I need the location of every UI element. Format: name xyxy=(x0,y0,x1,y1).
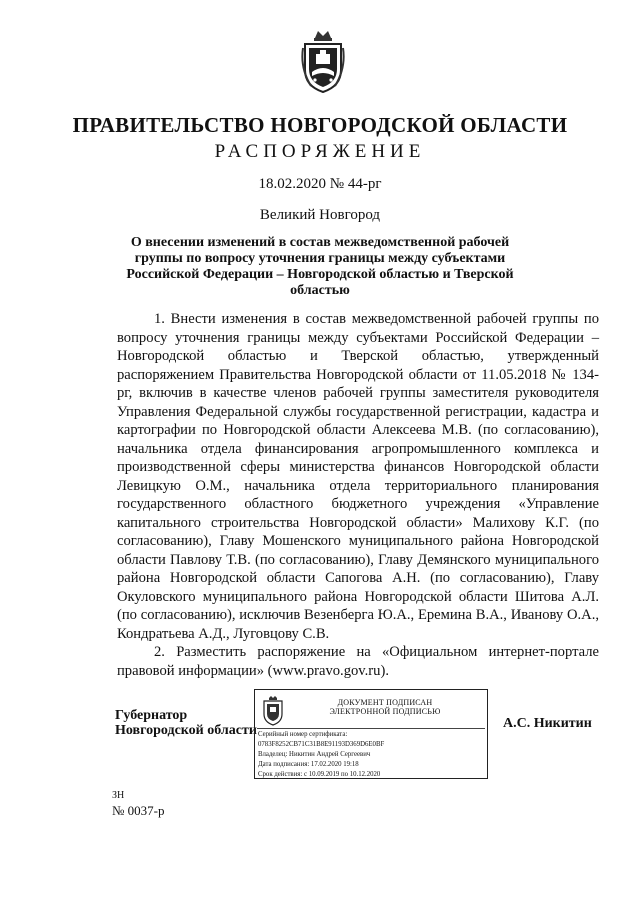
stamp-details xyxy=(258,730,384,780)
coat-of-arms-icon xyxy=(301,28,345,94)
signed-date: Дата подписания: 17.02.2020 19:18 xyxy=(258,761,359,768)
document-city: Великий Новгород xyxy=(259,207,381,223)
document-body xyxy=(117,310,599,680)
stamp-title-line: ЭЛЕКТРОННОЙ ПОДПИСЬЮ xyxy=(329,707,441,716)
organization-title: ПРАВИТЕЛЬСТВО НОВГОРОДСКОЙ ОБЛАСТИ xyxy=(72,113,568,137)
executor-initials: ЗН xyxy=(112,790,125,801)
registration-number: № 0037-р xyxy=(112,803,165,818)
cert-validity: Срок действия: с 10.09.2019 по 10.12.2020 xyxy=(258,771,381,778)
cert-owner: Владелец: Никитин Андрей Сергеевич xyxy=(258,751,371,758)
coat-of-arms-icon xyxy=(262,696,284,726)
document-subject: О внесении изменений в состав межведомственной рабочей группы по вопросу уточнения границы между субъектами Российской Федерации – Новгородской областью и Тверской областью xyxy=(126,235,514,298)
signer-position-line: Губернатор xyxy=(115,708,188,723)
body-paragraph: 2. Разместить распоряжение на «Официальном интернет-портале правовой информации» (www.pravo.gov.ru). xyxy=(117,644,599,679)
cert-number: 0783F8252CB71C31B8E91193D369D6E0BF xyxy=(258,741,385,748)
body-paragraph: 1. Внести изменения в состав межведомственной рабочей группы по вопросу уточнения границы между субъектами Российской Федерации – Новгородской областью и Тверской областью, утвержденный распоряжением Правительства Новгородской области от 11.05.2018 № 134-рг, включив в качестве членов рабочей группы заместителя руководителя Управления Федеральной службы государственной регистрации, кадастра и картографии по Новгородской области Алексеева М.В. (по согласованию), начальника отдела финансирования агропромышленного комплекса и производственной сферы министерства финансов Новгородской области Левицкую О.М., начальника отдела территориального планирования государственного областного бюджетного учреждения «Управление капитального строительства Новгородской области» Малихову К.Г. (по согласованию), Главу Мошенского муниципального района Новгородской области Павлову Т.В. (по согласованию), Главу Демянского муниципального района Новгородской области Сапогова А.Н. (по согласованию), Главу Окуловского муниципального района Новгородской области Шитова А.Л. (по согласованию), исключив Везенберга Ю.А., Еремина В.А., Иванову О.А., Кондратьева А.Д., Луговцову С.В. xyxy=(117,311,599,642)
document-footer xyxy=(112,788,164,818)
stamp-title xyxy=(287,698,483,716)
document-date-number: 18.02.2020 № 44-рг xyxy=(258,176,382,192)
cert-label: Серийный номер сертификата: xyxy=(258,731,348,738)
document-type: РАСПОРЯЖЕНИЕ xyxy=(214,141,426,162)
signer-position-line: Новгородской области xyxy=(115,723,257,738)
electronic-signature-stamp xyxy=(254,689,488,779)
signer-name: А.С. Никитин xyxy=(503,716,592,731)
signer-position xyxy=(115,708,257,738)
stamp-title-line: ДОКУМЕНТ ПОДПИСАН xyxy=(337,698,433,707)
stamp-divider xyxy=(257,728,485,729)
